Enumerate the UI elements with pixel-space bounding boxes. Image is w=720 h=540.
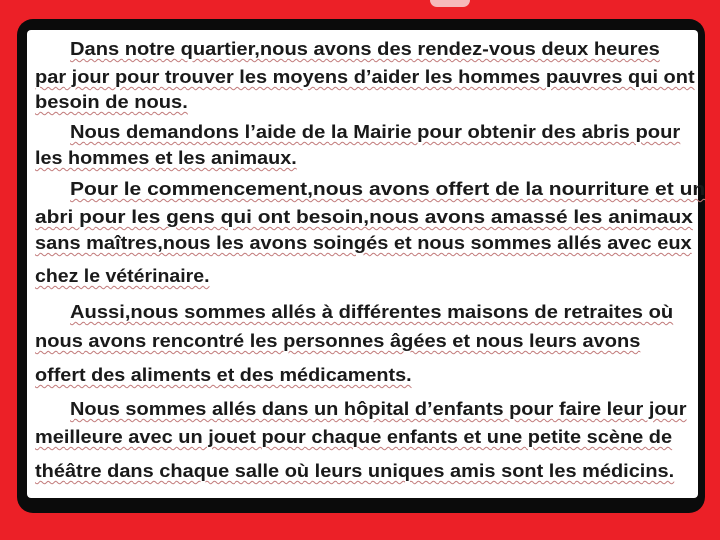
text-line: abri pour les gens qui ont besoin,nous avons amassé les animaux xyxy=(35,206,693,227)
text-line: les hommes et les animaux. xyxy=(35,147,297,168)
decorative-spot xyxy=(430,0,470,7)
text-line: par jour pour trouver les moyens d’aider les hommes pauvres qui ont xyxy=(35,66,695,87)
text-line: Nous demandons l’aide de la Mairie pour obtenir des abris pour xyxy=(70,121,681,142)
text-line: Dans notre quartier,nous avons des rendez-vous deux heures xyxy=(70,38,660,59)
text-line: chez le vétérinaire. xyxy=(35,265,210,286)
text-line: théâtre dans chaque salle où leurs uniques amis sont les médicins. xyxy=(35,460,675,481)
text-line: Pour le commencement,nous avons offert de la nourriture et un xyxy=(70,178,706,199)
text-line: sans maîtres,nous les avons soingés et nous sommes allés avec eux xyxy=(35,232,692,253)
text-line: offert des aliments et des médicaments. xyxy=(35,364,412,385)
text-line: Nous sommes allés dans un hôpital d’enfants pour faire leur jour xyxy=(70,398,687,419)
text-line: meilleure avec un jouet pour chaque enfants et une petite scène de xyxy=(35,426,673,447)
text-line: besoin de nous. xyxy=(35,91,188,112)
text-line: Aussi,nous sommes allés à différentes maisons de retraites où xyxy=(70,301,674,322)
text-line: nous avons rencontré les personnes âgées et nous leurs avons xyxy=(35,330,641,351)
